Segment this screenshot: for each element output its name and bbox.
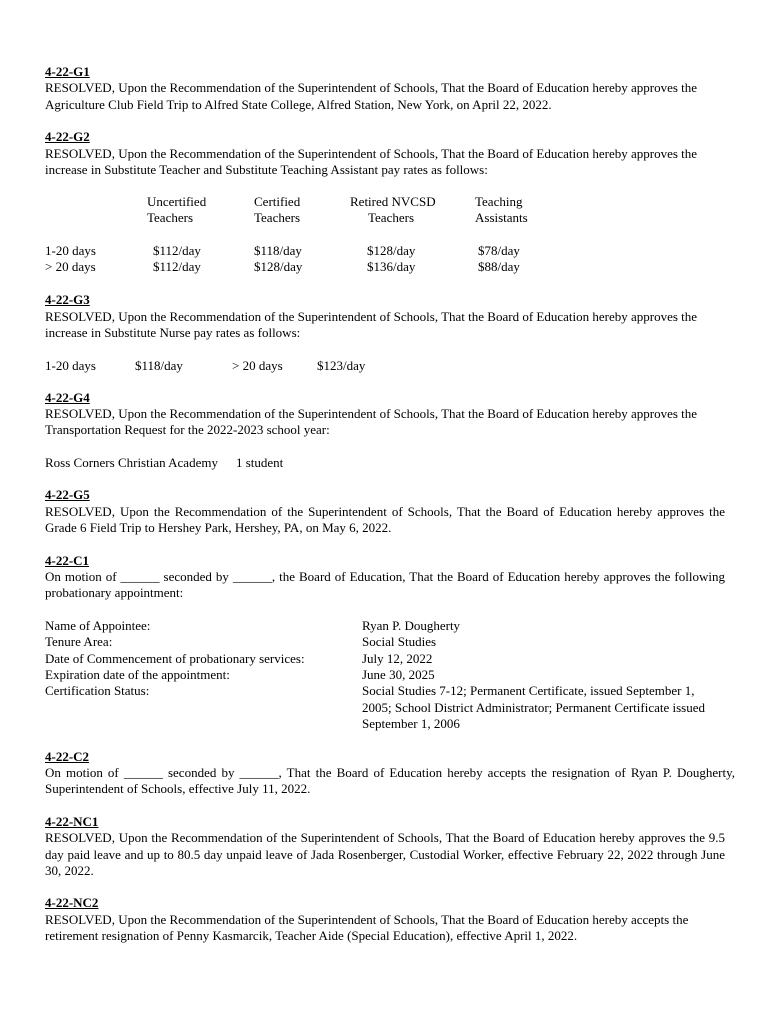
header-assistants-line1: Teaching	[475, 194, 523, 210]
student-count: 1 student	[235, 454, 284, 470]
table-cell: $112/day	[153, 259, 201, 275]
resolution-g3	[45, 292, 725, 373]
resolution-text: RESOLVED, Upon the Recommendation of the Superintendent of Schools, That the Board of Education hereby approves the increase in Substitute Teacher and Substitute Teaching Assistant pay rates as follows:	[45, 145, 698, 178]
header-retired-line1: Retired NVCSD	[350, 194, 436, 210]
header-uncertified-line2: Teachers	[147, 210, 194, 226]
resolution-text: RESOLVED, Upon the Recommendation of the Superintendent of Schools, That the Board of Education hereby accepts the retirement resignation of Penny Kasmarcik, Teacher Aide (Special Education), effective April 1, 2022.	[45, 911, 689, 944]
header-certified-line2: Teachers	[254, 210, 301, 226]
table-cell: $136/day	[367, 259, 416, 275]
nurse-range-2: > 20 days	[232, 357, 283, 373]
table-cell: $128/day	[367, 243, 416, 259]
resolution-g4	[45, 390, 725, 472]
resolution-id: 4-22-G2	[45, 129, 90, 145]
row-label: > 20 days	[45, 259, 96, 275]
appointee-name-value: Ryan P. Dougherty	[362, 617, 461, 633]
table-cell: $78/day	[478, 243, 520, 259]
header-uncertified-line1: Uncertified	[147, 194, 207, 210]
resolution-c2	[45, 749, 735, 798]
resolution-id: 4-22-C2	[45, 748, 90, 764]
nurse-rate-2: $123/day	[317, 357, 366, 373]
resolution-g2	[45, 129, 725, 276]
resolution-text: On motion of ______ seconded by ______, the Board of Education, That the Board of Education hereby approves the following probationary appointment:	[45, 568, 725, 601]
resolution-id: 4-22-G5	[45, 487, 90, 503]
commencement-date-value: July 12, 2022	[362, 650, 433, 666]
school-name: Ross Corners Christian Academy	[45, 454, 218, 470]
resolution-text: On motion of ______ seconded by ______, That the Board of Education hereby accepts the resignation of Ryan P. Dougherty, Superintendent of Schools, effective July 11, 2022.	[45, 764, 735, 797]
resolution-g1	[45, 64, 725, 113]
resolution-id: 4-22-G1	[45, 64, 90, 79]
row-label: 1-20 days	[45, 243, 96, 259]
expiration-date-label: Expiration date of the appointment:	[45, 666, 230, 682]
commencement-date-label: Date of Commencement of probationary services:	[45, 650, 305, 666]
resolution-nc2	[45, 895, 725, 944]
resolution-c1	[45, 553, 725, 733]
appointee-name-label: Name of Appointee:	[45, 617, 151, 633]
certification-status-label: Certification Status:	[45, 683, 150, 699]
table-cell: $88/day	[478, 259, 520, 275]
table-cell: $128/day	[254, 259, 303, 275]
header-certified-line1: Certified	[254, 194, 301, 210]
resolution-text: RESOLVED, Upon the Recommendation of the Superintendent of Schools, That the Board of Education hereby approves the 9.5 day paid leave and up to 80.5 day unpaid leave of Jada Rosenberger, Custodial Worker, effective February 22, 2022 through June 30, 2022.	[45, 830, 725, 878]
resolution-id: 4-22-NC2	[45, 895, 99, 911]
substitute-pay-table	[45, 194, 725, 276]
nurse-pay-rates	[45, 358, 725, 374]
document-page	[45, 64, 735, 961]
resolution-text: RESOLVED, Upon the Recommendation of the Superintendent of Schools, That the Board of Education hereby approves the Agriculture Club Field Trip to Alfred State College, Alfred Station, New York, on April 22, 2022.	[45, 80, 698, 112]
resolution-id: 4-22-G3	[45, 292, 90, 308]
nurse-range-1: 1-20 days	[45, 357, 96, 373]
probationary-appointment	[45, 618, 725, 733]
tenure-area-label: Tenure Area:	[45, 634, 113, 650]
tenure-area-value: Social Studies	[362, 634, 437, 650]
transportation-request	[45, 455, 725, 471]
resolution-text: RESOLVED, Upon the Recommendation of the Superintendent of Schools, That the Board of Education hereby approves the Transportation Request for the 2022-2023 school year:	[45, 406, 698, 438]
table-cell: $118/day	[254, 243, 302, 259]
certification-status-value: Social Studies 7-12; Permanent Certificate, issued September 1, 2005; School District Administrator; Permanent Certificate issued September 1, 2006	[362, 683, 705, 732]
expiration-date-value: June 30, 2025	[362, 666, 435, 682]
resolution-id: 4-22-C1	[45, 552, 90, 568]
header-assistants-line2: Assistants	[475, 210, 528, 226]
resolution-nc1	[45, 814, 725, 880]
resolution-g5	[45, 487, 725, 536]
resolution-id: 4-22-NC1	[45, 813, 99, 829]
resolution-text: RESOLVED, Upon the Recommendation of the Superintendent of Schools, That the Board of Education hereby approves the increase in Substitute Nurse pay rates as follows:	[45, 308, 698, 341]
nurse-rate-1: $118/day	[135, 357, 183, 373]
table-cell: $112/day	[153, 243, 201, 259]
resolution-id: 4-22-G4	[45, 389, 90, 405]
resolution-text: RESOLVED, Upon the Recommendation of the Superintendent of Schools, That the Board of Education hereby approves the Grade 6 Field Trip to Hershey Park, Hershey, PA, on May 6, 2022.	[45, 503, 725, 536]
header-retired-line2: Teachers	[368, 210, 415, 226]
